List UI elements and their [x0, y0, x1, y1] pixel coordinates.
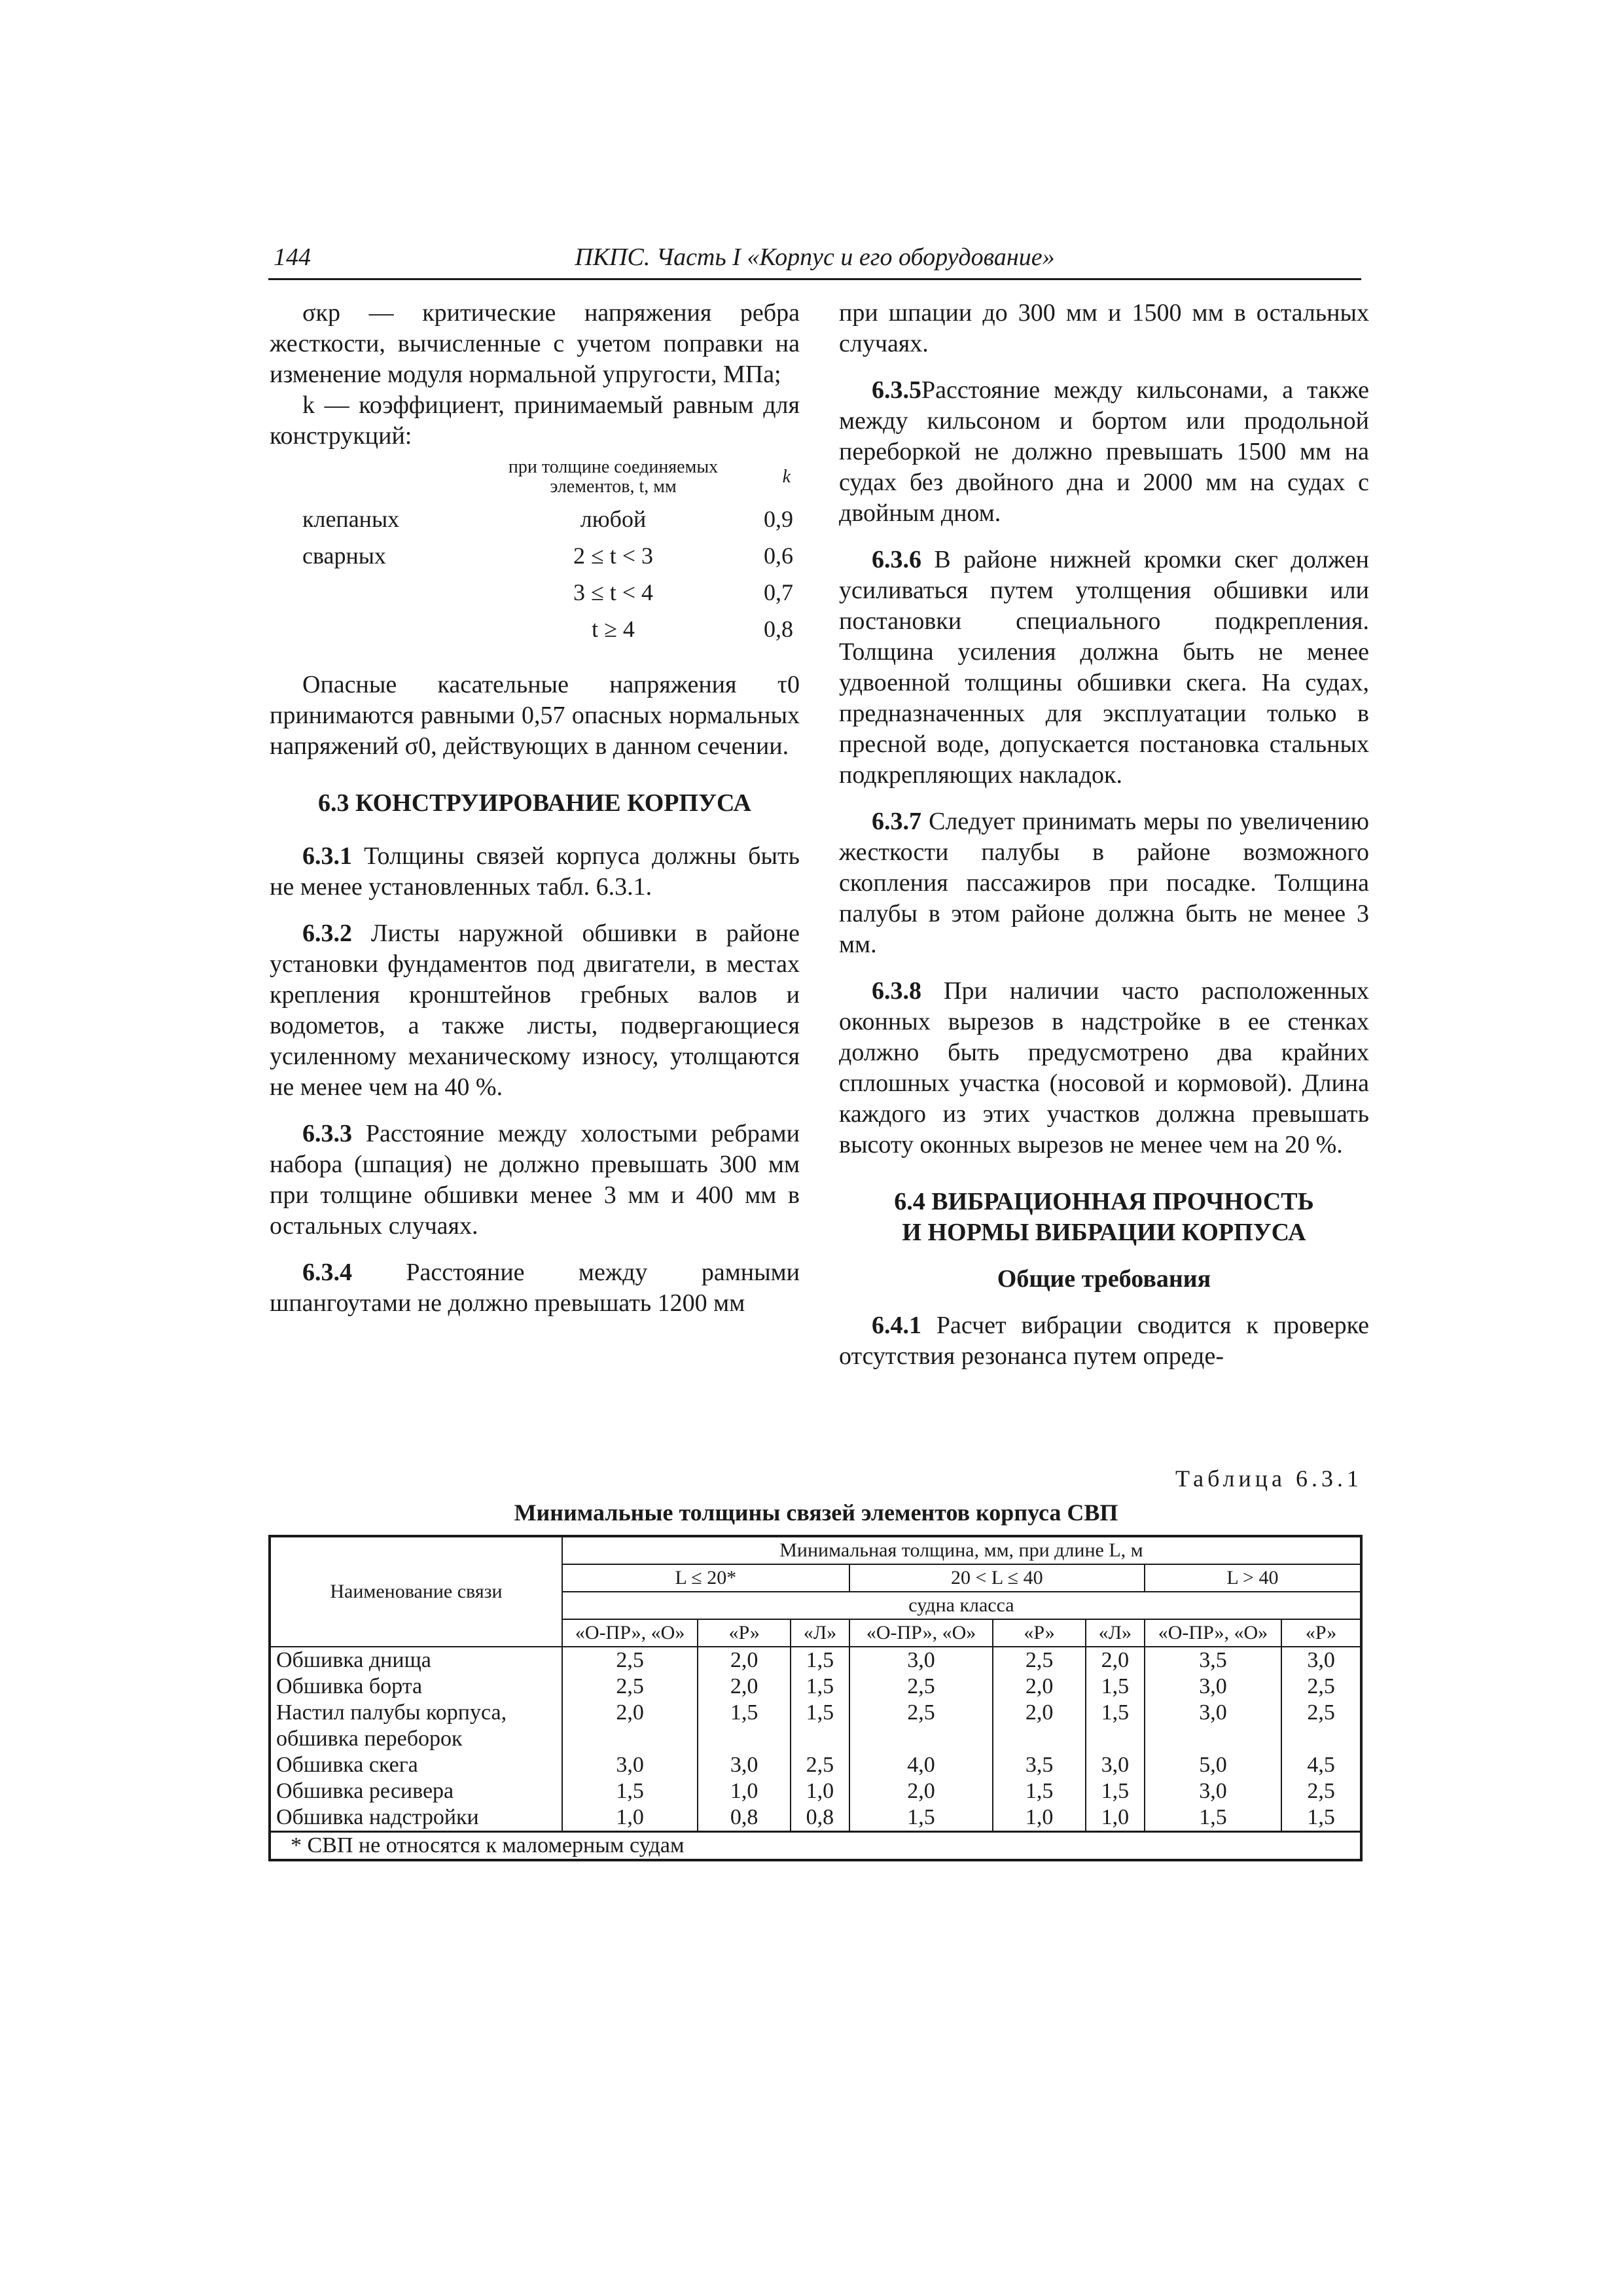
paragraph-6-3-8: 6.3.8 При наличии часто расположенных оконных вырезов в надстройке в ее стенках должно быть предусмотрено два крайних сплошных участка (носовой и кормовой). Длина каждого из этих участков должна превышать высоту оконных вырезов не менее чем на 20 %. — [839, 977, 1369, 1158]
table-cell: 2,5 — [849, 1700, 993, 1752]
table-cell: 0,8 — [698, 1804, 791, 1832]
table-group-head: L ≤ 20* — [562, 1564, 849, 1592]
thickness-table — [268, 1535, 1363, 1861]
k-table-head-k: k — [782, 467, 791, 487]
table-row-name: Обшивка ресивера — [270, 1778, 562, 1804]
left-column — [270, 298, 800, 1335]
table-row-name: Настил палубы корпуса, обшивка переборок — [270, 1700, 562, 1752]
table-cell: 2,5 — [562, 1647, 698, 1674]
table-cell: 2,5 — [1281, 1700, 1361, 1752]
page-header — [268, 239, 1361, 280]
table-cell: 1,5 — [791, 1674, 849, 1700]
paragraph-6-3-6: 6.3.6 В районе нижней кромки скег должен усиливаться путем утолщения обшивки или постановки специального подкрепления. Толщина усиления должна быть не менее удвоенной толщины обшивки скега. На судах, предназначенных для эксплуатации только в пресной воде, допускается постановка стальных подкрепляющих накладок. — [839, 546, 1369, 789]
table-cell: 2,0 — [698, 1647, 791, 1674]
table-cell: 3,0 — [698, 1752, 791, 1778]
table-row-name: Обшивка днища — [270, 1647, 562, 1674]
table-class-head: «О-ПР», «О» — [562, 1619, 698, 1647]
running-title: ПКПС. Часть I «Корпус и его оборудование» — [575, 243, 1055, 271]
table-cell: 1,5 — [1086, 1700, 1145, 1752]
paragraph-6-3-5: 6.3.5Расстояние между кильсонами, а также между кильсоном и бортом или продольной переборкой не должно превышать 1500 мм на судах без двойного дна и 2000 мм на судах с двойным дном. — [839, 376, 1369, 527]
table-cell: 1,0 — [993, 1804, 1086, 1832]
table-cell: 1,5 — [698, 1700, 791, 1752]
table-row-name: Обшивка скега — [270, 1752, 562, 1778]
paragraph-6-3-4: 6.3.4 Расстояние между рамными шпангоутами не должно превышать 1200 мм — [270, 1259, 800, 1317]
table-class-head: «Р» — [993, 1619, 1086, 1647]
definition-k: k — коэффициент, принимаемый равным для конструкций: — [270, 391, 800, 450]
table-cell: 2,5 — [849, 1674, 993, 1700]
table-cell: 1,5 — [1086, 1674, 1145, 1700]
table-cell: 3,0 — [1086, 1752, 1145, 1778]
table-row — [270, 1674, 1361, 1700]
table-cell: 2,0 — [1086, 1647, 1145, 1674]
paragraph-6-3-7: 6.3.7 Следует принимать меры по увеличению жесткости палубы в районе возможного скопления пассажиров при посадке. Толщина палубы в этом районе должна быть не менее 3 мм. — [839, 808, 1369, 958]
table-cell: 3,0 — [849, 1647, 993, 1674]
table-row — [270, 1752, 1361, 1778]
table-row-name: Обшивка надстройки — [270, 1804, 562, 1832]
k-coefficient-table — [270, 457, 800, 647]
table-class-head: «Л» — [791, 1619, 849, 1647]
table-cell: 3,0 — [1145, 1700, 1281, 1752]
table-row — [270, 1700, 1361, 1752]
subheading-general: Общие требования — [997, 1265, 1211, 1293]
table-cell: 1,5 — [562, 1778, 698, 1804]
table-cell: 3,0 — [562, 1752, 698, 1778]
paragraph-6-4-1: 6.4.1 Расчет вибрации сводится к проверке отсутствия резонанса путем опреде- — [839, 1312, 1369, 1370]
table-cell: 2,0 — [993, 1700, 1086, 1752]
table-row — [270, 1778, 1361, 1804]
section-heading-6-4: 6.4 ВИБРАЦИОННАЯ ПРОЧНОСТЬ И НОРМЫ ВИБРАЦИИ КОРПУСА — [894, 1188, 1314, 1246]
table-group-head: 20 < L ≤ 40 — [849, 1564, 1145, 1592]
table-cell: 1,5 — [993, 1778, 1086, 1804]
table-cell: 1,5 — [1086, 1778, 1145, 1804]
paragraph-6-3-4-continued: при шпации до 300 мм и 1500 мм в остальных случаях. — [839, 299, 1369, 357]
table-cell: 2,5 — [1281, 1778, 1361, 1804]
table-cell: 3,0 — [1145, 1778, 1281, 1804]
page-number: 144 — [274, 243, 311, 271]
table-cell: 2,0 — [562, 1700, 698, 1752]
k-table-row: t ≥ 4 0,8 — [592, 616, 793, 642]
table-cell: 1,0 — [562, 1804, 698, 1832]
table-head-min: Минимальная толщина, мм, при длине L, м — [562, 1536, 1361, 1564]
table-cell: 2,0 — [849, 1778, 993, 1804]
k-table-row: 3 ≤ t < 4 0,7 — [573, 579, 793, 605]
table-class-head: «О-ПР», «О» — [849, 1619, 993, 1647]
table-cell: 4,5 — [1281, 1752, 1361, 1778]
table-cell: 2,5 — [993, 1647, 1086, 1674]
table-cell: 3,5 — [993, 1752, 1086, 1778]
table-class-head: «Р» — [1281, 1619, 1361, 1647]
table-class-head: «О-ПР», «О» — [1145, 1619, 1281, 1647]
table-class-head: «Р» — [698, 1619, 791, 1647]
table-cell: 3,0 — [1281, 1647, 1361, 1674]
table-cell: 2,0 — [993, 1674, 1086, 1700]
table-title: Минимальные толщины связей элементов корпуса СВП — [514, 1499, 1118, 1526]
section-heading-6-3: 6.3 КОНСТРУИРОВАНИЕ КОРПУСА — [318, 789, 751, 817]
table-head-class: судна класса — [562, 1592, 1361, 1619]
right-column — [839, 298, 1369, 1388]
table-cell: 2,5 — [791, 1752, 849, 1778]
table-cell: 3,5 — [1145, 1647, 1281, 1674]
table-cell: 1,5 — [1281, 1804, 1361, 1832]
paragraph-6-3-3: 6.3.3 Расстояние между холостыми ребрами набора (шпация) не должно превышать 300 мм при толщине обшивки менее 3 мм и 400 мм в остальных случаях. — [270, 1120, 800, 1240]
table-group-head: L > 40 — [1145, 1564, 1361, 1592]
table-class-head: «Л» — [1086, 1619, 1145, 1647]
table-cell: 1,5 — [791, 1647, 849, 1674]
paragraph-tau: Опасные касательные напряжения τ0 принимаются равными 0,57 опасных нормальных напряжений σ0, действующих в данном сечении. — [270, 671, 800, 760]
table-footnote: * СВП не относятся к маломерным судам — [270, 1832, 1361, 1861]
table-cell: 2,0 — [698, 1674, 791, 1700]
paragraph-6-3-1: 6.3.1 Толщины связей корпуса должны быть не менее установленных табл. 6.3.1. — [270, 842, 800, 901]
table-cell: 1,5 — [791, 1700, 849, 1752]
table-head-name: Наименование связи — [270, 1536, 562, 1647]
table-row — [270, 1647, 1361, 1674]
table-cell: 4,0 — [849, 1752, 993, 1778]
table-cell: 2,5 — [562, 1674, 698, 1700]
k-table-row: клепаных любой 0,9 — [302, 506, 793, 532]
table-cell: 1,5 — [1145, 1804, 1281, 1832]
table-cell: 3,0 — [1145, 1674, 1281, 1700]
paragraph-6-3-2: 6.3.2 Листы наружной обшивки в районе установки фундаментов под двигатели, в местах крепления кронштейнов гребных валов и водометов, а также листы, подвергающиеся усиленному механическому износу, утолщаются не менее чем на 40 %. — [270, 920, 800, 1101]
table-cell: 5,0 — [1145, 1752, 1281, 1778]
table-cell: 1,5 — [849, 1804, 993, 1832]
table-cell: 1,0 — [698, 1778, 791, 1804]
table-row-name: Обшивка борта — [270, 1674, 562, 1700]
table-cell: 1,0 — [1086, 1804, 1145, 1832]
table-caption: Таблица 6.3.1 — [1175, 1465, 1363, 1492]
table-cell: 1,0 — [791, 1778, 849, 1804]
table-cell: 0,8 — [791, 1804, 849, 1832]
table-cell: 2,5 — [1281, 1674, 1361, 1700]
k-table-head-thickness: при толщине соединяемых элементов, t, мм — [508, 457, 719, 497]
k-table-row: сварных 2 ≤ t < 3 0,6 — [302, 543, 793, 569]
table-row — [270, 1804, 1361, 1832]
definition-sigma: σкр — критические напряжения ребра жесткости, вычисленные с учетом поправки на изменение модуля нормальной упругости, МПа; — [270, 299, 800, 388]
